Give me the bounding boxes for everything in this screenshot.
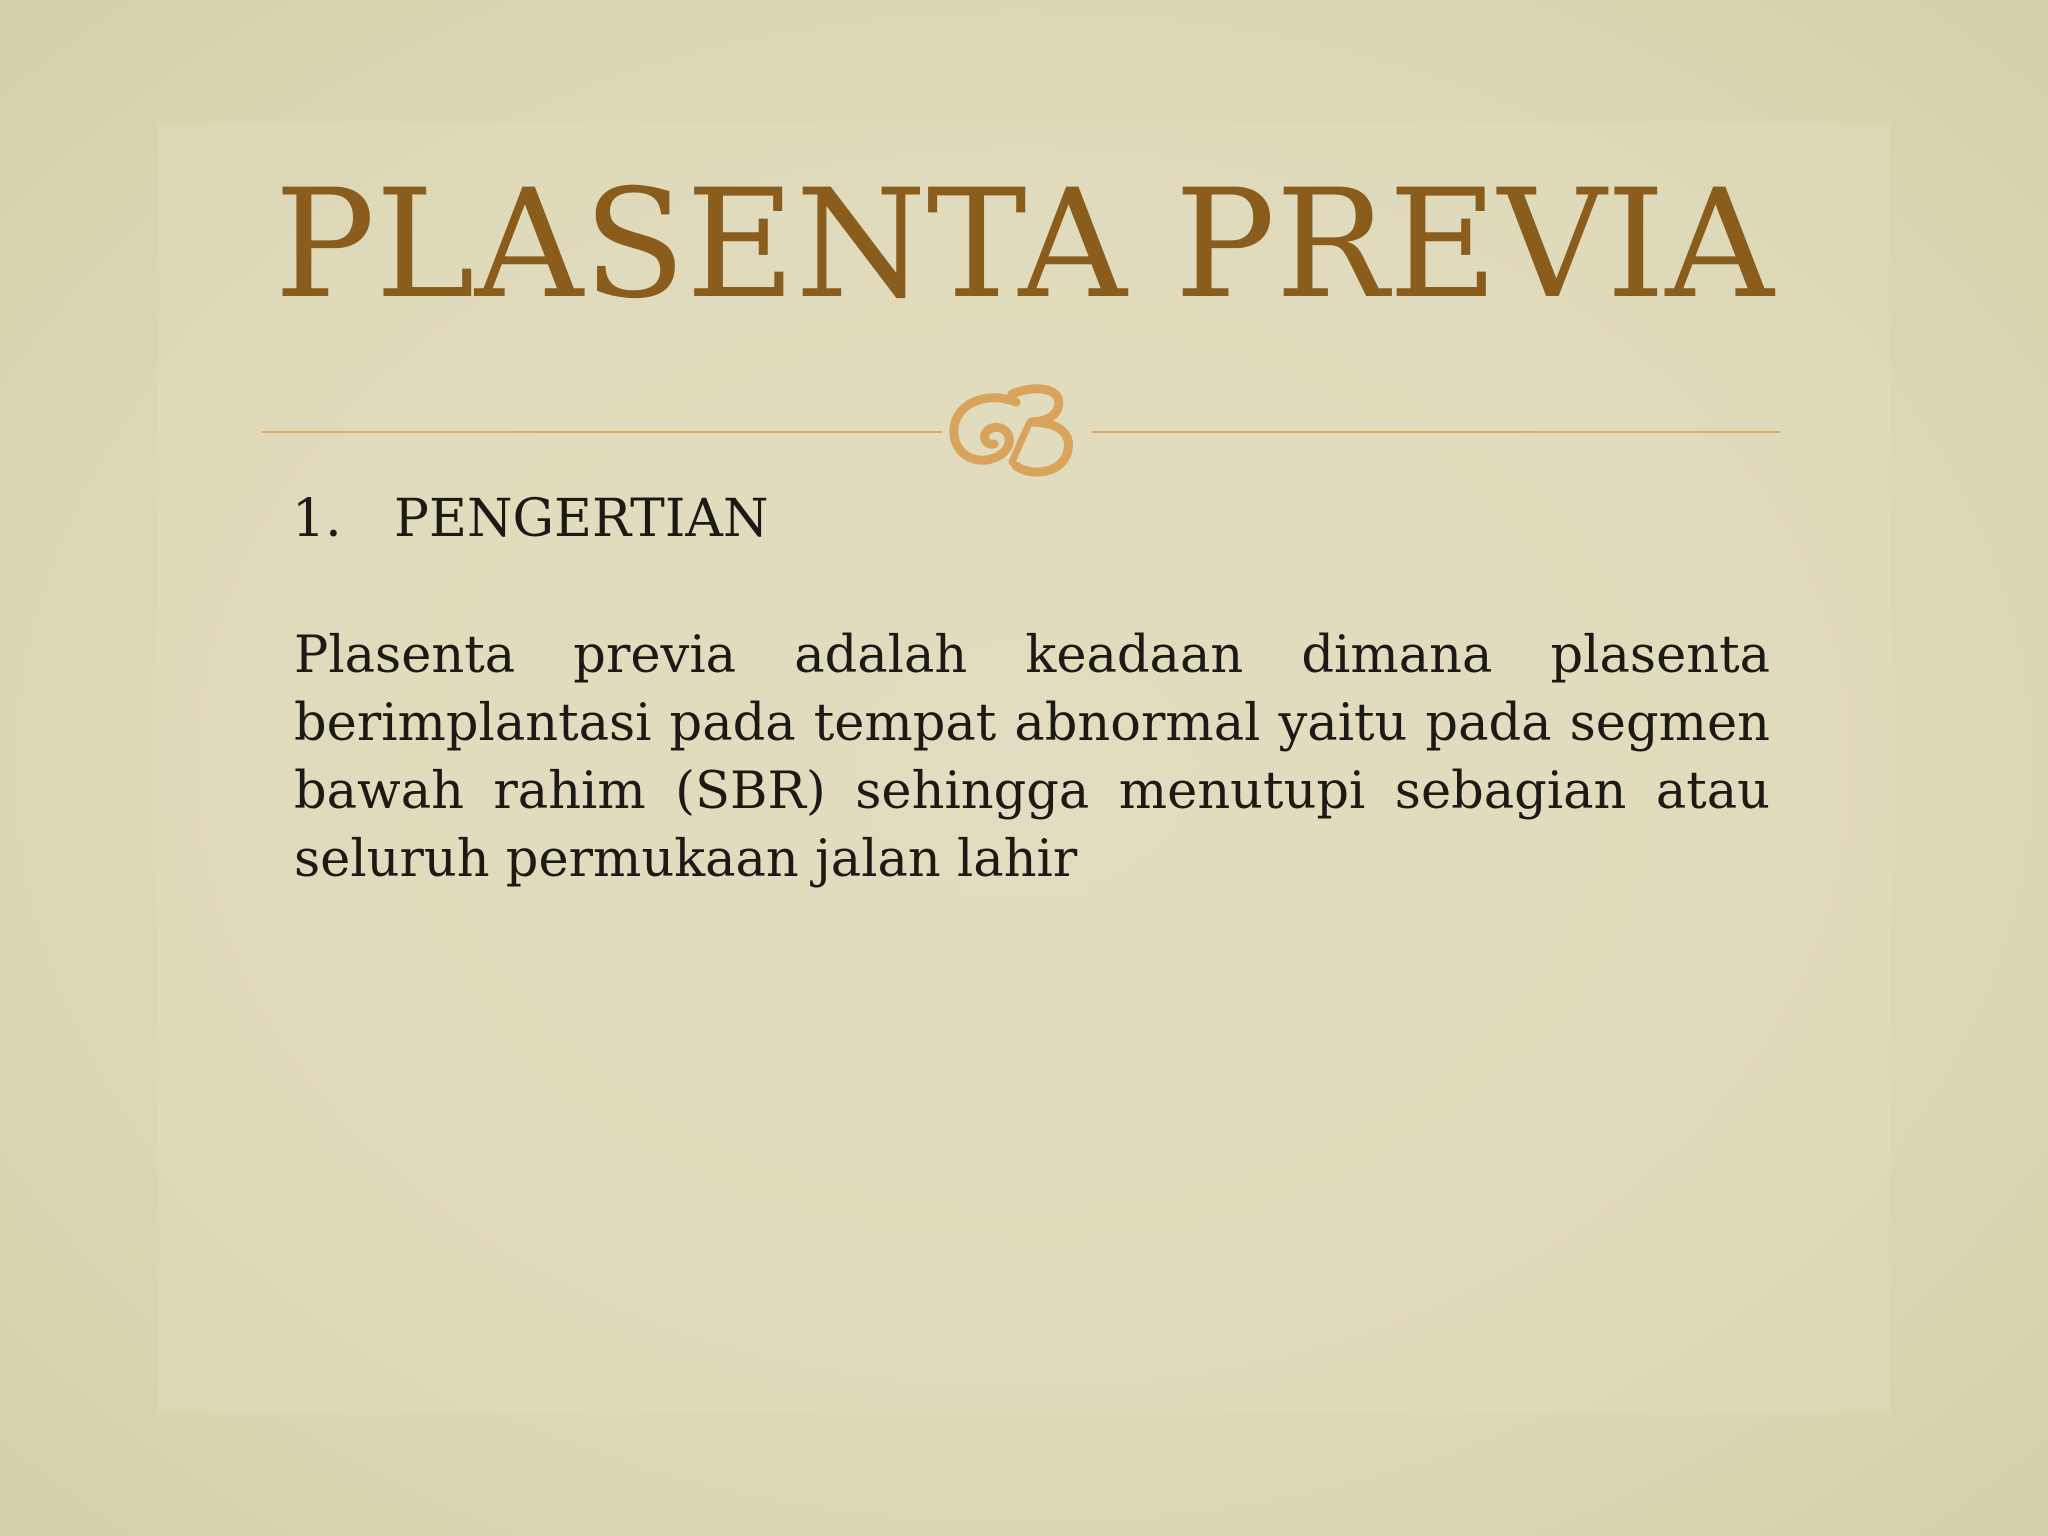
section-number: 1. xyxy=(292,489,342,549)
section-heading xyxy=(292,488,768,550)
definition-paragraph: Plasenta previa adalah keadaan dimana plasenta berimplantasi pada tempat abnormal yaitu pada segmen bawah rahim (SBR) sehingga menutupi sebagian atau seluruh permukaan jalan lahir xyxy=(294,626,1770,889)
section-heading-text: PENGERTIAN xyxy=(394,489,769,549)
slide-title: PLASENTA PREVIA xyxy=(274,158,1774,332)
divider-line-right xyxy=(1092,431,1780,433)
divider-line-left xyxy=(262,431,942,433)
ornament-flourish-icon xyxy=(946,382,1096,482)
